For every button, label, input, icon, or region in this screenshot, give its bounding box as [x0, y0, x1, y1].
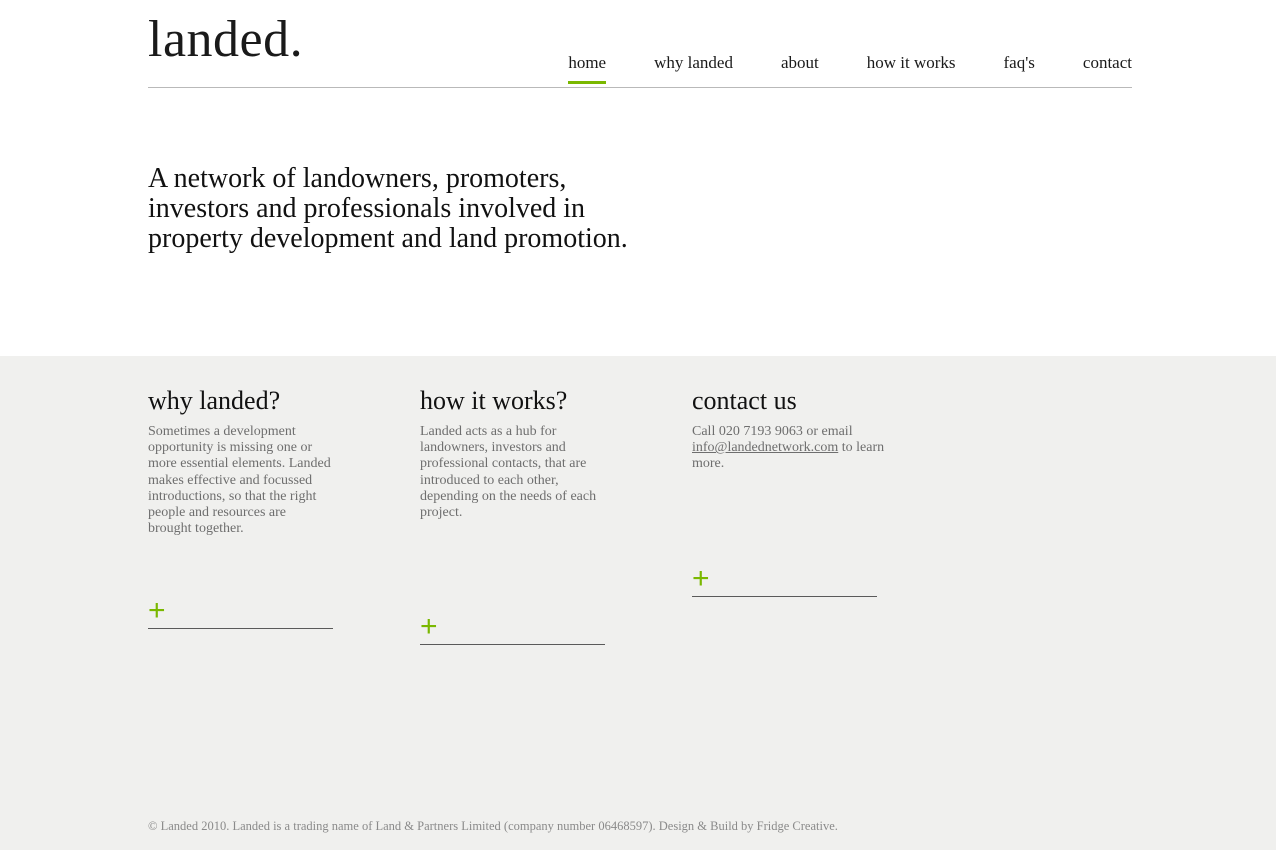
nav-item-home[interactable]: home — [568, 53, 606, 84]
nav-item-about[interactable]: about — [780, 53, 819, 72]
hero-statement — [148, 164, 948, 254]
expand-divider — [148, 593, 333, 629]
site-header — [148, 0, 1132, 88]
expand-divider — [692, 561, 877, 597]
hero-line-1: A network of landowners, promoters, — [148, 163, 567, 194]
main-navigation — [520, 53, 1132, 87]
column-how-it-works — [420, 386, 692, 645]
column-body: Sometimes a development opportunity is missing one or more essential elements. Landed makes effective and focussed introductions, so that the right people and resources are brought together. — [148, 424, 331, 537]
nav-item-why-landed[interactable]: why landed — [654, 53, 733, 72]
column-title: why landed? — [148, 386, 281, 415]
site-logo[interactable]: landed. — [148, 11, 304, 68]
column-contact-us — [692, 386, 964, 645]
column-title: how it works? — [420, 386, 568, 415]
expand-divider — [420, 609, 605, 645]
hero-line-3: property development and land promotion. — [148, 223, 628, 254]
feature-columns — [148, 386, 1148, 645]
plus-icon[interactable]: + — [692, 561, 710, 595]
contact-text-suffix: to learn more. — [692, 440, 885, 472]
column-why-landed — [148, 386, 420, 645]
column-title: contact us — [692, 386, 797, 415]
column-body: Landed acts as a hub for landowners, investors and professional contacts, that are introduced to each other, depending on the needs of each project. — [420, 424, 597, 521]
hero-line-2: investors and professionals involved in — [148, 193, 586, 224]
plus-icon[interactable]: + — [148, 594, 166, 628]
nav-item-contact[interactable]: contact — [1082, 53, 1132, 72]
nav-item-how-it-works[interactable]: how it works — [866, 53, 956, 72]
contact-email-link[interactable]: info@landednetwork.com — [692, 440, 839, 456]
column-body — [692, 424, 892, 473]
footer-legal-text: © Landed 2010. Landed is a trading name of Land & Partners Limited (company number 06468597). Design & Build by Fridge Creative. — [148, 819, 838, 833]
plus-icon[interactable]: + — [420, 610, 438, 644]
nav-item-faqs[interactable]: faq's — [1003, 53, 1035, 72]
lower-panel — [0, 356, 1276, 850]
contact-text-prefix: Call 020 7193 9063 or email — [692, 424, 853, 439]
